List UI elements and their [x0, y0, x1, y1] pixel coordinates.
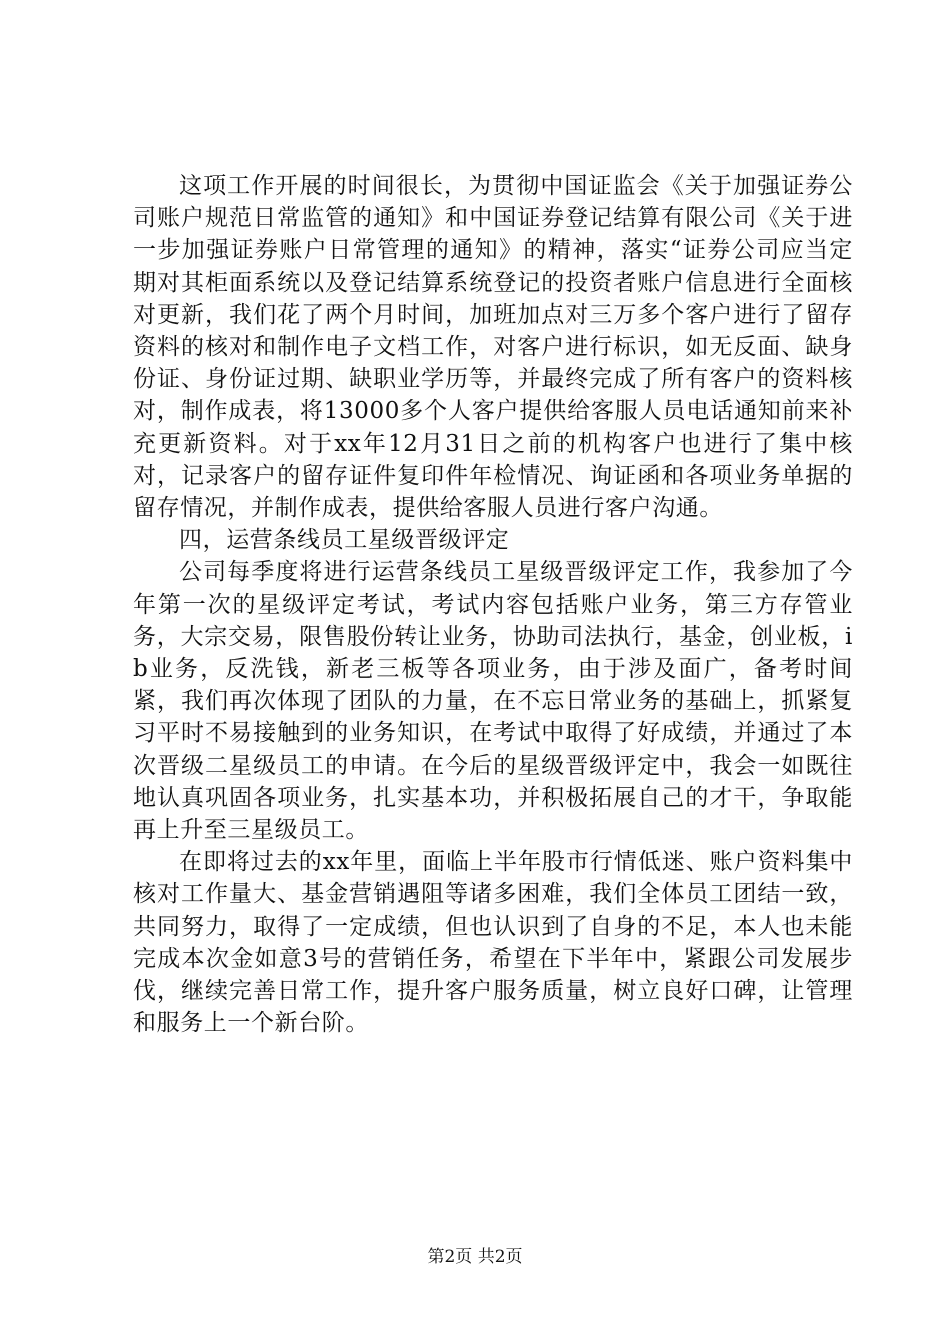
paragraph-star-rating: 公司每季度将进行运营条线员工星级晋级评定工作，我参加了今年第一次的星级评定考试，考试内容包括账户业务，第三方存管业务，大宗交易，限售股份转让业务，协助司法执行，基金，创业板，ib业务，反洗钱，新老三板等各项业务，由于涉及面广，备考时间紧，我们再次体现了团队的力量，在不忘日常业务的基础上，抓紧复习平时不易接触到的业务知识，在考试中取得了好成绩，并通过了本次晋级二星级员工的申请。在今后的星级晋级评定中，我会一如既往地认真巩固各项业务，扎实基本功，并积极拓展自己的才干，争取能再上升至三星级员工。 — [133, 559, 853, 844]
section-heading-star-rating: 四，运营条线员工星级晋级评定 — [179, 527, 510, 554]
document-body — [133, 170, 853, 1039]
paragraph-summary: 在即将过去的xx年里，面临上半年股市行情低迷、账户资料集中核对工作量大、基金营销遇阻等诸多困难，我们全体员工团结一致，共同努力，取得了一定成绩，但也认识到了自身的不足，本人也未能完成本次金如意3号的营销任务，希望在下半年中，紧跟公司发展步伐，继续完善日常工作，提升客户服务质量，树立良好口碑，让管理和服务上一个新台阶。 — [133, 849, 853, 1037]
page-number-footer: 第2页 共2页 — [427, 1247, 523, 1267]
paragraph-account-verification: 这项工作开展的时间很长，为贯彻中国证监会《关于加强证券公司账户规范日常监管的通知》和中国证券登记结算有限公司《关于进一步加强证券账户日常管理的通知》的精神，落实“证券公司应当定期对其柜面系统以及登记结算系统登记的投资者账户信息进行全面核对更新，我们花了两个月时间，加班加点对三万多个客户进行了留存资料的核对和制作电子文档工作，对客户进行标识，如无反面、缺身份证、身份证过期、缺职业学历等，并最终完成了所有客户的资料核对，制作成表，将13000多个人客户提供给客服人员电话通知前来补充更新资料。对于xx年12月31日之前的机构客户也进行了集中核对，记录客户的留存证件复印件年检情况、询证函和各项业务单据的留存情况，并制作成表，提供给客服人员进行客户沟通。 — [133, 173, 853, 522]
